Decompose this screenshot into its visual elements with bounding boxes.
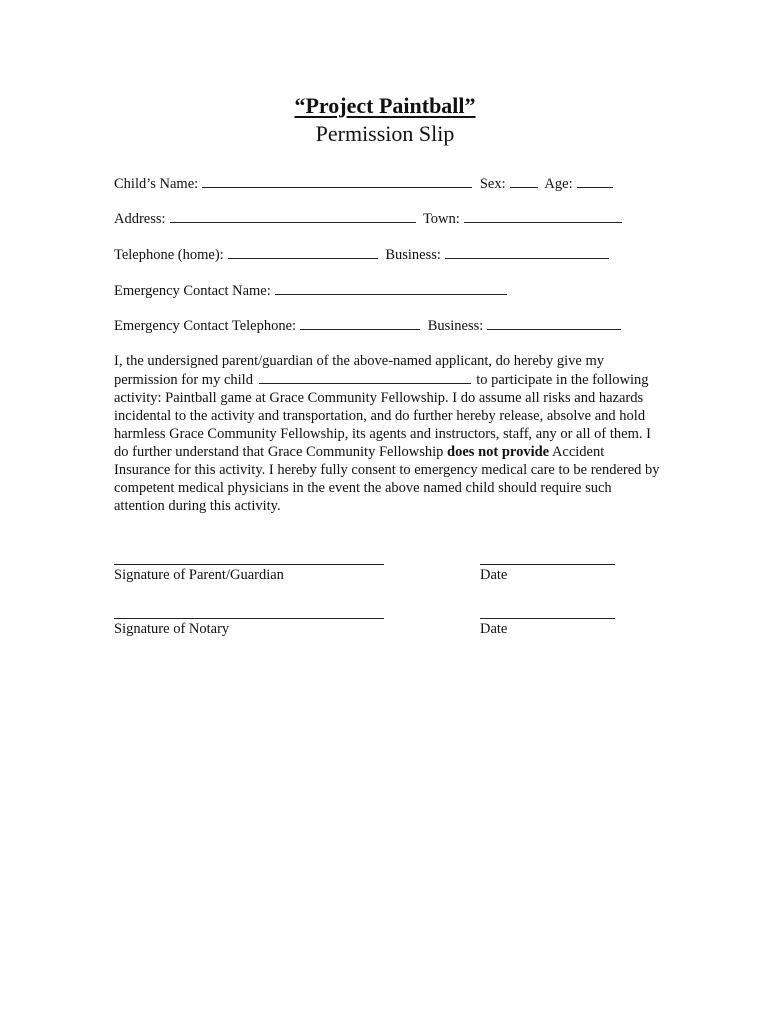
emergency-contact-telephone-row (114, 316, 625, 335)
document-title: “Project Paintball” (294, 93, 476, 118)
notary-signature-label: Signature of Notary (114, 621, 230, 637)
address-row (114, 209, 626, 228)
sex-label: Sex: (479, 176, 506, 192)
emergency-business-label: Business: (427, 318, 484, 334)
consent-paragraph (114, 352, 662, 515)
emergency-contact-telephone-label: Emergency Contact Telephone: (114, 318, 297, 334)
telephone-home-label: Telephone (home): (114, 247, 224, 263)
notary-date-line[interactable] (480, 618, 615, 619)
document-subtitle: Permission Slip (315, 121, 455, 146)
age-field[interactable] (577, 174, 613, 188)
child-name-label: Child’s Name: (114, 176, 199, 192)
emergency-contact-name-field[interactable] (275, 281, 507, 295)
child-name-field[interactable] (202, 174, 472, 188)
consent-text-bold: does not provide (447, 444, 550, 460)
emergency-contact-name-row (114, 281, 511, 300)
town-field[interactable] (464, 209, 622, 223)
parent-date-label: Date (480, 567, 508, 583)
sex-field[interactable] (510, 174, 538, 188)
parent-date-line[interactable] (480, 564, 615, 565)
consent-text-part3: Accident Insurance for this activity. I hereby fully consent to emergency medical care to be rendered by competent medical physicians in the event the above named child should require such attention during this activity. (114, 444, 660, 514)
child-name-inline-field[interactable] (259, 370, 471, 384)
consent-text-part1: I, the undersigned parent/guardian of the above-named applicant, do hereby give my permission for my child (114, 353, 605, 388)
town-label: Town: (422, 211, 460, 227)
child-info-row (114, 174, 617, 193)
notary-date-label: Date (480, 621, 508, 637)
notary-signature-line[interactable] (114, 618, 384, 619)
telephone-row (114, 245, 613, 264)
address-field[interactable] (170, 209, 416, 223)
parent-signature-label: Signature of Parent/Guardian (114, 567, 284, 583)
consent-text-part2: to participate in the following activity: Paintball game at Grace Community Fellowship. I do assume all risks and hazards incidental to the activity and transportation, and do further hereby release, absolve and hold harmless Grace Community Fellowship, its agents and instructors, staff, any or all of them. I do further understand that Grace Community Fellowship (114, 372, 651, 460)
emergency-business-field[interactable] (487, 316, 621, 330)
age-label: Age: (544, 176, 573, 192)
business-label: Business: (385, 247, 441, 263)
business-phone-field[interactable] (445, 245, 609, 259)
telephone-home-field[interactable] (228, 245, 378, 259)
emergency-contact-telephone-field[interactable] (300, 316, 420, 330)
address-label: Address: (114, 211, 166, 227)
parent-signature-line[interactable] (114, 564, 384, 565)
emergency-contact-name-label: Emergency Contact Name: (114, 283, 271, 299)
